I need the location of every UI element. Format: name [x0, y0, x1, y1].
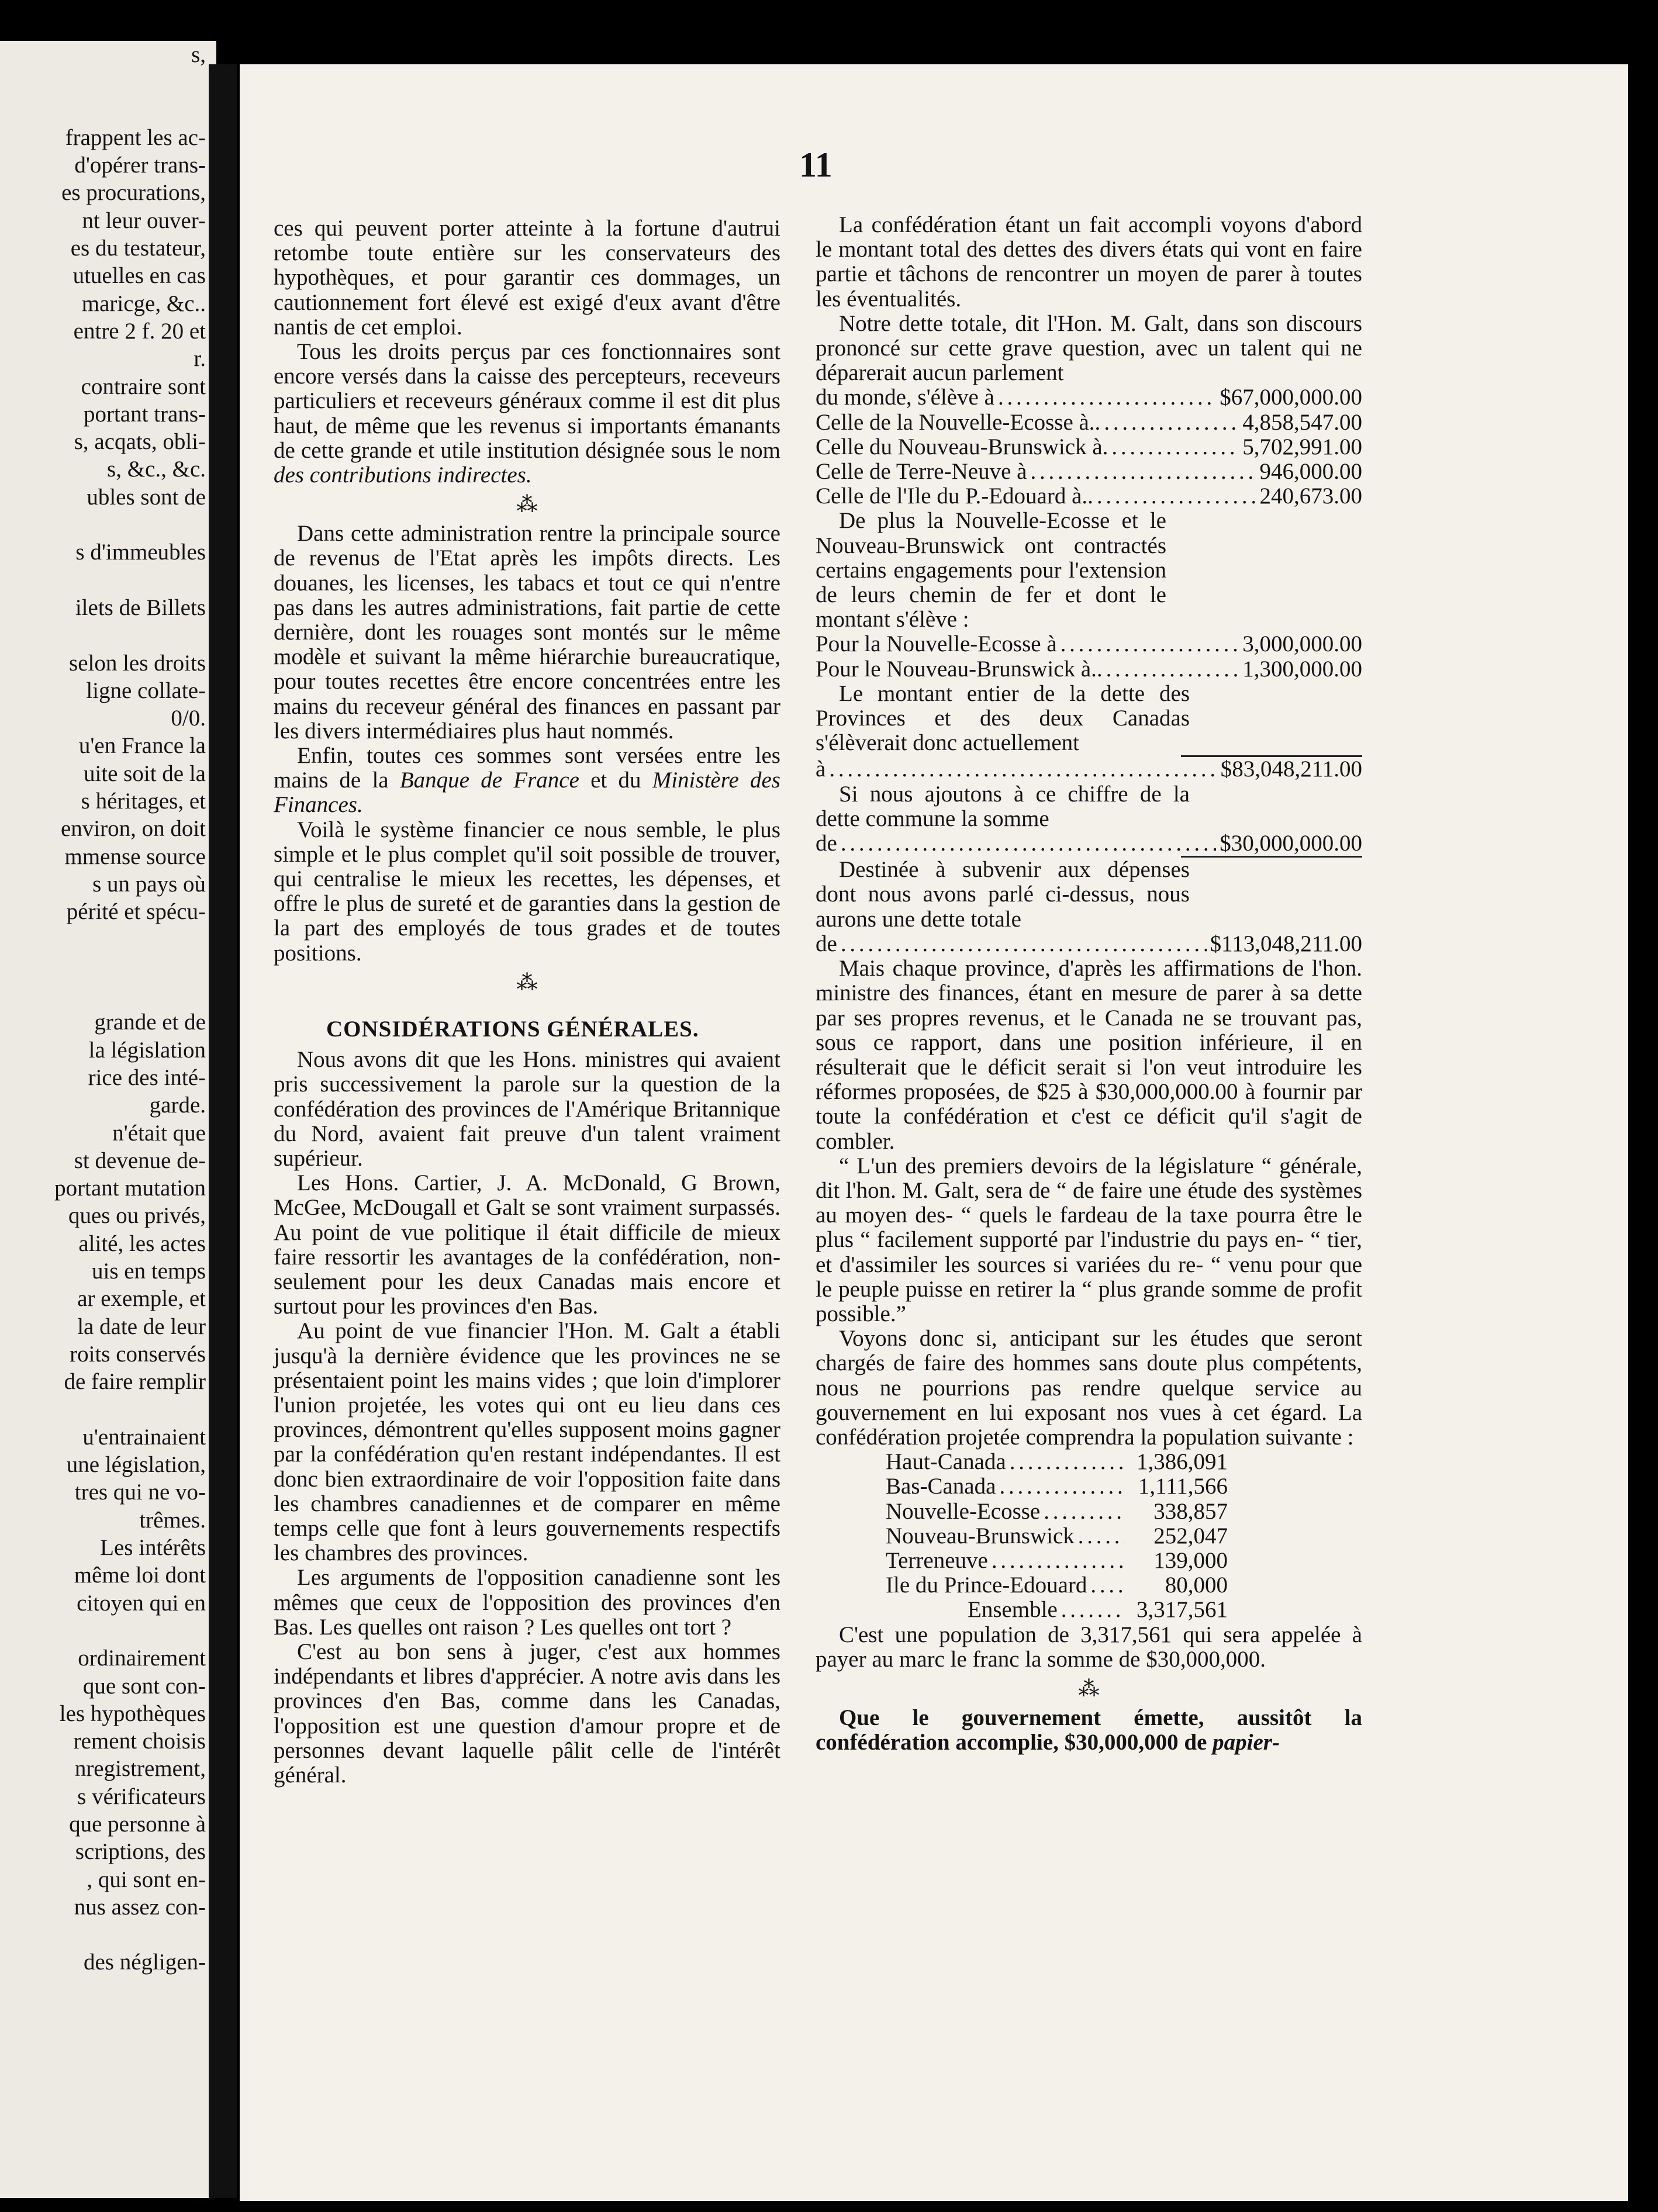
facing-page-line: s d'immeubles	[75, 540, 206, 565]
facing-page-line: s un pays où	[92, 871, 206, 897]
facing-page-line: ordinairement	[78, 1646, 206, 1671]
quotation: “ L'un des premiers devoirs de la législature “ générale, dit l'hon. M. Galt, sera de “ de faire une étude des systèmes au moyen des- “ quels le fardeau de la taxe pourra être le plus “ facilement supporté par l'industrie du pays en- “ tier, et d'assimiler les sources si variées du re- “ venu pour que le peuple puisse en retirer la “ plus grande somme de profit possible.”	[816, 1153, 1362, 1326]
total-row: de . . . $113,048,211.00	[816, 932, 1362, 956]
asterism: ⁂	[516, 493, 538, 517]
facing-page-line: rice des inté-	[88, 1064, 206, 1090]
facing-page-line: uis en temps	[92, 1259, 206, 1284]
facing-page-line	[0, 1617, 206, 1644]
facing-page-line: s vérificateurs	[77, 1784, 206, 1809]
facing-page-line	[0, 566, 206, 594]
facing-page-line: des négligen-	[83, 1950, 206, 1975]
table-row: Ile du Prince-Edouard . . . 80,000	[886, 1573, 1228, 1598]
table-row: Celle de Terre-Neuve à . . . 946,000.00	[816, 459, 1362, 484]
facing-page-line: Les intérêts	[100, 1535, 206, 1561]
facing-page-line: les hypothèques	[59, 1701, 206, 1726]
left-column	[274, 216, 780, 1788]
paragraph: Si nous ajoutons à ce chiffre de la dette commune la somme	[816, 781, 1190, 831]
table-row: Celle de l'Ile du P.-Edouard à.. . . . 240,673.00	[816, 484, 1362, 509]
paragraph: Au point de vue financier l'Hon. M. Galt a établi jusqu'à la dernière évidence que les provinces ne se présentaient point les mains vides ; que loin d'implorer l'union projetée, les votes qui ont eu lieu dans ces provinces, démontrent qu'elles supposent moins gagner par la confédération qu'en restant indépendantes. Il est donc bien extraordinaire de voir l'opposition faite dans les chambres canadiennes et de comparer en même temps celle que font à leurs gouvernements respectifs les chambres des provinces.	[274, 1318, 780, 1566]
right-column	[816, 213, 1362, 1755]
paragraph: C'est au bon sens à juger, c'est aux hommes indépendants et libres d'apprécier. A notre avis dans les provinces d'en Bas, comme dans les Canadas, l'opposition est une question d'amour propre et de personnes devant laquelle pâlit celle de l'intérêt général.	[274, 1639, 780, 1788]
facing-page-line: roits conservés	[70, 1341, 206, 1367]
page	[240, 64, 1628, 2201]
facing-page-line	[0, 1921, 206, 1948]
paragraph: Le montant entier de la dette des Provinces et des deux Canadas s'élèverait donc actuellement	[816, 680, 1190, 756]
paragraph: ces qui peuvent porter atteinte à la fortune d'autrui retombe toute entière sur les conservateurs des hypothèques, et pour garantir ces dommages, un cautionnement fort élevé est exigé d'eux avant d'être nantis de cet emploi.	[274, 216, 780, 340]
facing-page-text	[0, 41, 206, 1976]
facing-page-line: es du testateur,	[70, 236, 206, 261]
page-number: 11	[799, 146, 833, 184]
facing-page-line: s,	[191, 42, 206, 67]
facing-page-line: ques ou privés,	[68, 1203, 206, 1229]
paragraph: La confédération étant un fait accompli voyons d'abord le montant total des dettes des divers états qui vont en faire partie et tâchons de rencontrer un moyen de parer à toutes les éventualités.	[816, 212, 1362, 312]
facing-page-line: r.	[194, 346, 206, 372]
facing-page-line: selon les droits	[69, 650, 206, 676]
facing-page-line: ilets de Billets	[75, 595, 206, 620]
facing-page-line: utuelles en cas	[72, 263, 206, 289]
facing-page-line: mmense source	[64, 844, 206, 869]
facing-page-line: d'opérer trans-	[74, 153, 206, 178]
facing-page-line: s héritages, et	[81, 789, 206, 814]
table-row: Nouvelle-Ecosse . . . 338,857	[886, 1499, 1228, 1524]
facing-page-line: u'en France la	[78, 733, 206, 759]
book-gutter	[209, 64, 237, 2198]
facing-page-line: grande et de	[94, 1010, 206, 1035]
paragraph: Les arguments de l'opposition canadienne sont les mêmes que ceux de l'opposition des provinces d'en Bas. Les quelles ont raison ? Les quelles ont tort ?	[274, 1565, 780, 1640]
facing-page-line: garde.	[149, 1093, 206, 1118]
table-row: Pour la Nouvelle-Ecosse à . . . 3,000,000.00	[816, 632, 1362, 656]
paragraph: Voilà le système financier ce nous semble, le plus simple et le plus complet qu'il soit possible de trouver, qui centralise le mieux les recettes, les dépenses, et offre le plus de sureté et de garanties dans la gestion de la part des employés de tous grades et de toutes positions.	[274, 817, 780, 966]
facing-page-line: scriptions, des	[75, 1839, 206, 1865]
paragraph: Les Hons. Cartier, J. A. McDonald, G Brown, McGee, McDougall et Galt se sont vraiment surpassés. Au point de vue politique il était difficile de mieux faire ressortir les avantages de la confédération, non-seulement pour les deux Canadas mais encore et surtout pour les provinces d'en Bas.	[274, 1170, 780, 1319]
facing-page-line: 0/0.	[171, 706, 206, 731]
facing-page-line	[0, 68, 206, 96]
facing-page-line	[0, 621, 206, 649]
facing-page-line: st devenue de-	[74, 1148, 206, 1173]
table-row: Celle du Nouveau-Brunswick à. . . . 5,702,991.00	[816, 435, 1362, 459]
facing-page-line: ar exemple, et	[77, 1286, 206, 1312]
facing-page-line: es procurations,	[61, 180, 206, 206]
facing-page-line: nt leur ouver-	[82, 208, 206, 233]
railway-table	[816, 632, 1362, 681]
population-table	[816, 1450, 1362, 1598]
facing-page-line	[0, 926, 206, 953]
facing-page-line: portant trans-	[83, 401, 206, 427]
facing-page-line	[0, 981, 206, 1008]
paragraph: De plus la Nouvelle-Ecosse et le Nouveau-Brunswick ont contractés certains engagements pour l'extension de leurs chemin de fer et dont le montant s'élève :	[816, 508, 1166, 633]
facing-page-line: rement choisis	[73, 1729, 206, 1754]
facing-page-line: uite soit de la	[83, 761, 206, 786]
debt-table	[816, 385, 1362, 509]
paragraph: Mais chaque province, d'après les affirmations de l'hon. ministre des finances, étant en mesure de parer à sa dette par ses propres revenus, et le Canada ne se trouvant pas, sous ce rapport, dans une position inférieure, il en résulterait que le déficit serait si l'on veut introduire les réformes proposées, de $25 à $30,000,000.00 à fournir par toute la confédération et c'est ce déficit qu'il s'agit de combler.	[816, 956, 1362, 1154]
paragraph: C'est une population de 3,317,561 qui sera appelée à payer au marc le franc la somme de $30,000,000.	[816, 1622, 1362, 1672]
facing-page-line: portant mutation	[54, 1176, 206, 1201]
sum-rule	[1181, 856, 1362, 858]
facing-page-line: nus assez con-	[74, 1894, 206, 1920]
facing-page-line: ligne collate-	[86, 678, 206, 703]
paragraph: Nous avons dit que les Hons. ministres qui avaient pris successivement la parole sur la question de la confédération des provinces de l'Amérique Britannique du Nord, avaient fait preuve d'un talent vraiment supérieur.	[274, 1047, 780, 1171]
asterism: ⁂	[516, 970, 538, 994]
facing-page-line: frappent les ac-	[65, 125, 206, 150]
facing-page-line: trêmes.	[139, 1507, 206, 1533]
facing-page-line: de faire remplir	[64, 1369, 206, 1395]
table-row: Terreneuve . . . 139,000	[886, 1549, 1228, 1573]
paragraph: Tous les droits perçus par ces fonctionnaires sont encore versés dans la caisse des percepteurs, receveurs particuliers et receveurs généraux comme il est dit plus haut, de même que les revenus si importants émanants de cette grande et utile institution désignée sous le nom des contributions indirectes.	[274, 339, 780, 488]
facing-page-line: maricge, &c..	[81, 291, 206, 316]
facing-page-line: n'était que	[112, 1120, 206, 1146]
facing-page-line: la date de leur	[77, 1314, 206, 1339]
table-row: Pour le Nouveau-Brunswick à.. . . . 1,300,000.00	[816, 657, 1362, 682]
facing-page-line	[0, 953, 206, 981]
facing-page-line: une législation,	[66, 1452, 206, 1478]
facing-page-line: alité, les actes	[78, 1231, 206, 1256]
paragraph: Voyons donc si, anticipant sur les études que seront chargés de faire des hommes sans doute plus compétents, nous ne pourrions pas rendre quelque service au gouvernement en lui exposant nos vues à cet égard. La confédération projetée comprendra la population suivante :	[816, 1326, 1362, 1450]
facing-page-line: s, acqats, obli-	[74, 429, 206, 455]
facing-page-line: s, &c., &c.	[107, 457, 206, 482]
table-row: Bas-Canada . . . 1,111,566	[886, 1474, 1228, 1499]
facing-page-line	[0, 511, 206, 538]
paragraph: Destinée à subvenir aux dépenses dont nous avons parlé ci-dessus, nous aurons une dette totale	[816, 857, 1190, 932]
facing-page-line: entre 2 f. 20 et	[73, 318, 206, 344]
facing-page-line: que personne à	[69, 1812, 206, 1837]
paragraph: Enfin, toutes ces sommes sont versées entre les mains de la Banque de France et du Ministère des Finances.	[274, 743, 780, 818]
total-row: de . . . $30,000,000.00	[816, 831, 1362, 856]
facing-page-line: contraire sont	[81, 374, 206, 399]
facing-page-line: environ, on doit	[60, 816, 206, 842]
facing-page-line: même loi dont	[74, 1563, 206, 1588]
total-row: à . . . $83,048,211.00	[816, 757, 1362, 782]
paragraph: Notre dette totale, dit l'Hon. M. Galt, dans son discours prononcé sur cette grave question, avec un talent qui ne déparerait aucun parlement	[816, 310, 1362, 386]
facing-page-line: tres qui ne vo-	[74, 1480, 206, 1505]
facing-page-line	[0, 96, 206, 124]
table-row: Celle de la Nouvelle-Ecosse à.. . . . 4,858,547.00	[816, 410, 1362, 435]
table-row: du monde, s'élève à . . . $67,000,000.00	[816, 385, 1362, 410]
asterism: ⁂	[1078, 1677, 1100, 1701]
facing-page-line: ubles sont de	[87, 484, 206, 510]
facing-page-line: la législation	[88, 1037, 206, 1063]
facing-page-line: nregistrement,	[74, 1756, 206, 1782]
facing-page-line: , qui sont en-	[87, 1867, 206, 1892]
table-row: Nouveau-Brunswick . . . 252,047	[886, 1524, 1228, 1549]
section-heading: CONSIDÉRATIONS GÉNÉRALES.	[326, 1016, 699, 1042]
paragraph: Dans cette administration rentre la principale source de revenus de l'Etat après les impôts directs. Les douanes, les licenses, les tabacs et tout ce qui n'entre pas dans les autres administrations, fait partie de cette dernière, dont les rouages sont montés sur le même modèle et suivant la même hiérarchie bureaucratique, pour toutes recettes être encore concentrées entre les mains du receveur général des finances en passant par les divers intermédiaires plus haut nommés.	[274, 521, 780, 744]
facing-page-line: que sont con-	[82, 1673, 206, 1699]
paragraph: Que le gouvernement émette, aussitôt la confédération accomplie, $30,000,000 de papier-	[816, 1705, 1362, 1755]
facing-page-line: u'entrainaient	[82, 1424, 206, 1450]
population-total: Ensemble . . . 3,317,561	[816, 1598, 1362, 1622]
table-row: Haut-Canada . . . 1,386,091	[886, 1450, 1228, 1474]
facing-page-fragment	[0, 41, 216, 2198]
facing-page-line	[0, 1396, 206, 1423]
facing-page-line: périté et spécu-	[66, 899, 206, 925]
facing-page-line: citoyen qui en	[77, 1590, 206, 1616]
